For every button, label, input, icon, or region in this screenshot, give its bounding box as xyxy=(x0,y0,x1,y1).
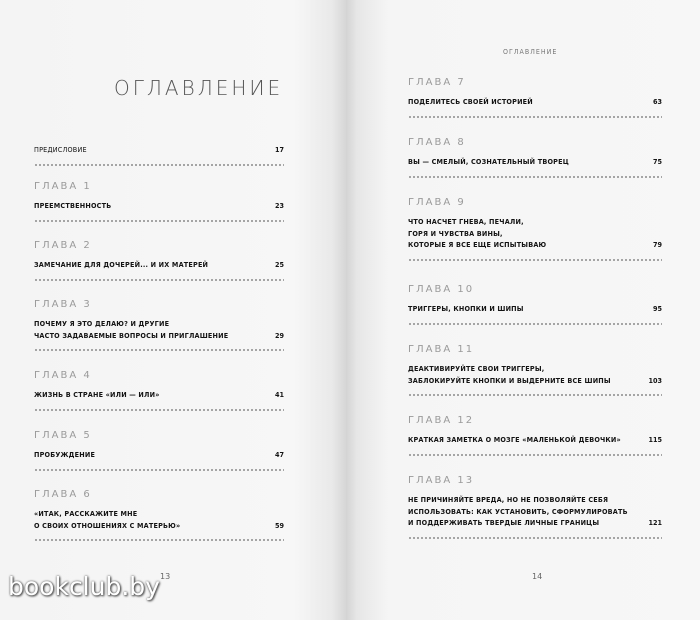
dotted-divider xyxy=(34,279,284,281)
toc-entry-chapter-3 xyxy=(34,298,284,351)
toc-entry-chapter-9 xyxy=(408,196,662,261)
chapter-label: ГЛАВА 11 xyxy=(408,344,475,355)
entry-title: «ИТАК, РАССКАЖИТЕ МНЕ О СВОИХ ОТНОШЕНИЯХ С МАТЕРЬЮ» xyxy=(34,509,181,530)
entry-title: ЖИЗНЬ В СТРАНЕ «ИЛИ — ИЛИ» xyxy=(34,390,160,399)
toc-entry-preface xyxy=(34,138,284,166)
chapter-label: ГЛАВА 13 xyxy=(408,475,475,486)
entry-page-number: 29 xyxy=(275,330,284,340)
toc-entry-chapter-10 xyxy=(408,283,662,325)
entry-page-number: 115 xyxy=(648,435,662,444)
page-number-right: 14 xyxy=(532,572,543,581)
entry-title: ПРЕДИСЛОВИЕ xyxy=(34,145,87,154)
entry-page-number: 79 xyxy=(653,240,662,249)
entry-page-number: 41 xyxy=(275,390,284,399)
dotted-divider xyxy=(34,349,284,351)
dotted-divider xyxy=(408,176,662,178)
entry-page-number: 75 xyxy=(653,157,662,166)
watermark-logo: bookclub.by xyxy=(8,572,160,601)
dotted-divider xyxy=(408,116,662,118)
entry-title: ДЕАКТИВИРУЙТЕ СВОИ ТРИГГЕРЫ, ЗАБЛОКИРУЙТЕ КНОПКИ И ВЫДЕРНИТЕ ВСЕ ШИПЫ xyxy=(408,364,611,385)
chapter-label: ГЛАВА 4 xyxy=(34,370,92,381)
dotted-divider xyxy=(408,537,662,539)
entry-page-number: 47 xyxy=(275,450,284,459)
toc-entry-chapter-4 xyxy=(34,369,284,411)
chapter-label: ГЛАВА 6 xyxy=(34,489,92,500)
chapter-label: ГЛАВА 12 xyxy=(408,415,475,426)
entry-title: ВЫ — СМЕЛЫЙ, СОЗНАТЕЛЬНЫЙ ТВОРЕЦ xyxy=(408,157,569,166)
dotted-divider xyxy=(408,323,662,325)
entry-page-number: 17 xyxy=(275,145,284,154)
entry-title: ЗАМЕЧАНИЕ ДЛЯ ДОЧЕРЕЙ... И ИХ МАТЕРЕЙ xyxy=(34,260,209,269)
entry-title: ПОДЕЛИТЕСЬ СВОЕЙ ИСТОРИЕЙ xyxy=(408,97,533,106)
entry-title: ПРОБУЖДЕНИЕ xyxy=(34,450,96,459)
toc-title: ОГЛАВЛЕНИЕ xyxy=(114,76,284,100)
left-page xyxy=(0,0,346,620)
entry-page-number: 95 xyxy=(653,304,662,313)
chapter-label: ГЛАВА 10 xyxy=(408,284,475,295)
toc-entry-chapter-8 xyxy=(408,136,662,178)
chapter-label: ГЛАВА 3 xyxy=(34,299,92,310)
entry-page-number: 59 xyxy=(275,520,284,530)
right-page xyxy=(346,0,700,620)
entry-title: НЕ ПРИЧИНЯЙТЕ ВРЕДА, НО НЕ ПОЗВОЛЯЙТЕ СЕБЯ ИСПОЛЬЗОВАТЬ: КАК УСТАНОВИТЬ, СФОРМУЛИРОВАТЬ И ПОДДЕРЖИВАТЬ ТВЕРДЫЕ ЛИЧНЫЕ ГРАНИЦЫ xyxy=(408,495,628,527)
dotted-divider xyxy=(34,539,284,541)
chapter-label: ГЛАВА 5 xyxy=(34,430,92,441)
entry-page-number: 63 xyxy=(653,97,662,106)
entry-page-number: 121 xyxy=(648,518,662,527)
page-number-left: 13 xyxy=(160,572,171,581)
entry-title: ПОЧЕМУ Я ЭТО ДЕЛАЮ? И ДРУГИЕ ЧАСТО ЗАДАВАЕМЫЕ ВОПРОСЫ И ПРИГЛАШЕНИЕ xyxy=(34,319,229,340)
toc-entry-chapter-5 xyxy=(34,429,284,471)
dotted-divider xyxy=(34,220,284,222)
chapter-label: ГЛАВА 9 xyxy=(408,197,466,208)
entry-title: КРАТКАЯ ЗАМЕТКА О МОЗГЕ «МАЛЕНЬКОЙ ДЕВОЧКИ» xyxy=(408,435,621,444)
chapter-label: ГЛАВА 2 xyxy=(34,240,92,251)
entry-page-number: 23 xyxy=(275,201,284,210)
toc-entry-chapter-11 xyxy=(408,343,662,396)
chapter-label: ГЛАВА 8 xyxy=(408,137,466,148)
dotted-divider xyxy=(408,454,662,456)
entry-title: ЧТО НАСЧЕТ ГНЕВА, ПЕЧАЛИ, ГОРЯ И ЧУВСТВА ВИНЫ, КОТОРЫЕ Я ВСЕ ЕЩЕ ИСПЫТЫВАЮ xyxy=(408,217,547,249)
dotted-divider xyxy=(34,409,284,411)
entry-page-number: 25 xyxy=(275,260,284,269)
running-head: ОГЛАВЛЕНИЕ xyxy=(503,48,558,56)
dotted-divider xyxy=(408,259,662,261)
toc-entry-chapter-13 xyxy=(408,474,662,539)
toc-entry-chapter-1 xyxy=(34,180,284,222)
toc-entry-chapter-6 xyxy=(34,488,284,541)
toc-entry-chapter-7 xyxy=(408,76,662,118)
dotted-divider xyxy=(34,164,284,166)
toc-entry-chapter-12 xyxy=(408,414,662,456)
entry-title: ТРИГГЕРЫ, КНОПКИ И ШИПЫ xyxy=(408,304,524,313)
entry-page-number: 103 xyxy=(648,375,662,385)
chapter-label: ГЛАВА 7 xyxy=(408,77,466,88)
toc-entry-chapter-2 xyxy=(34,239,284,281)
dotted-divider xyxy=(34,469,284,471)
entry-title: ПРЕЕМСТВЕННОСТЬ xyxy=(34,201,112,210)
chapter-label: ГЛАВА 1 xyxy=(34,181,92,192)
dotted-divider xyxy=(408,394,662,396)
